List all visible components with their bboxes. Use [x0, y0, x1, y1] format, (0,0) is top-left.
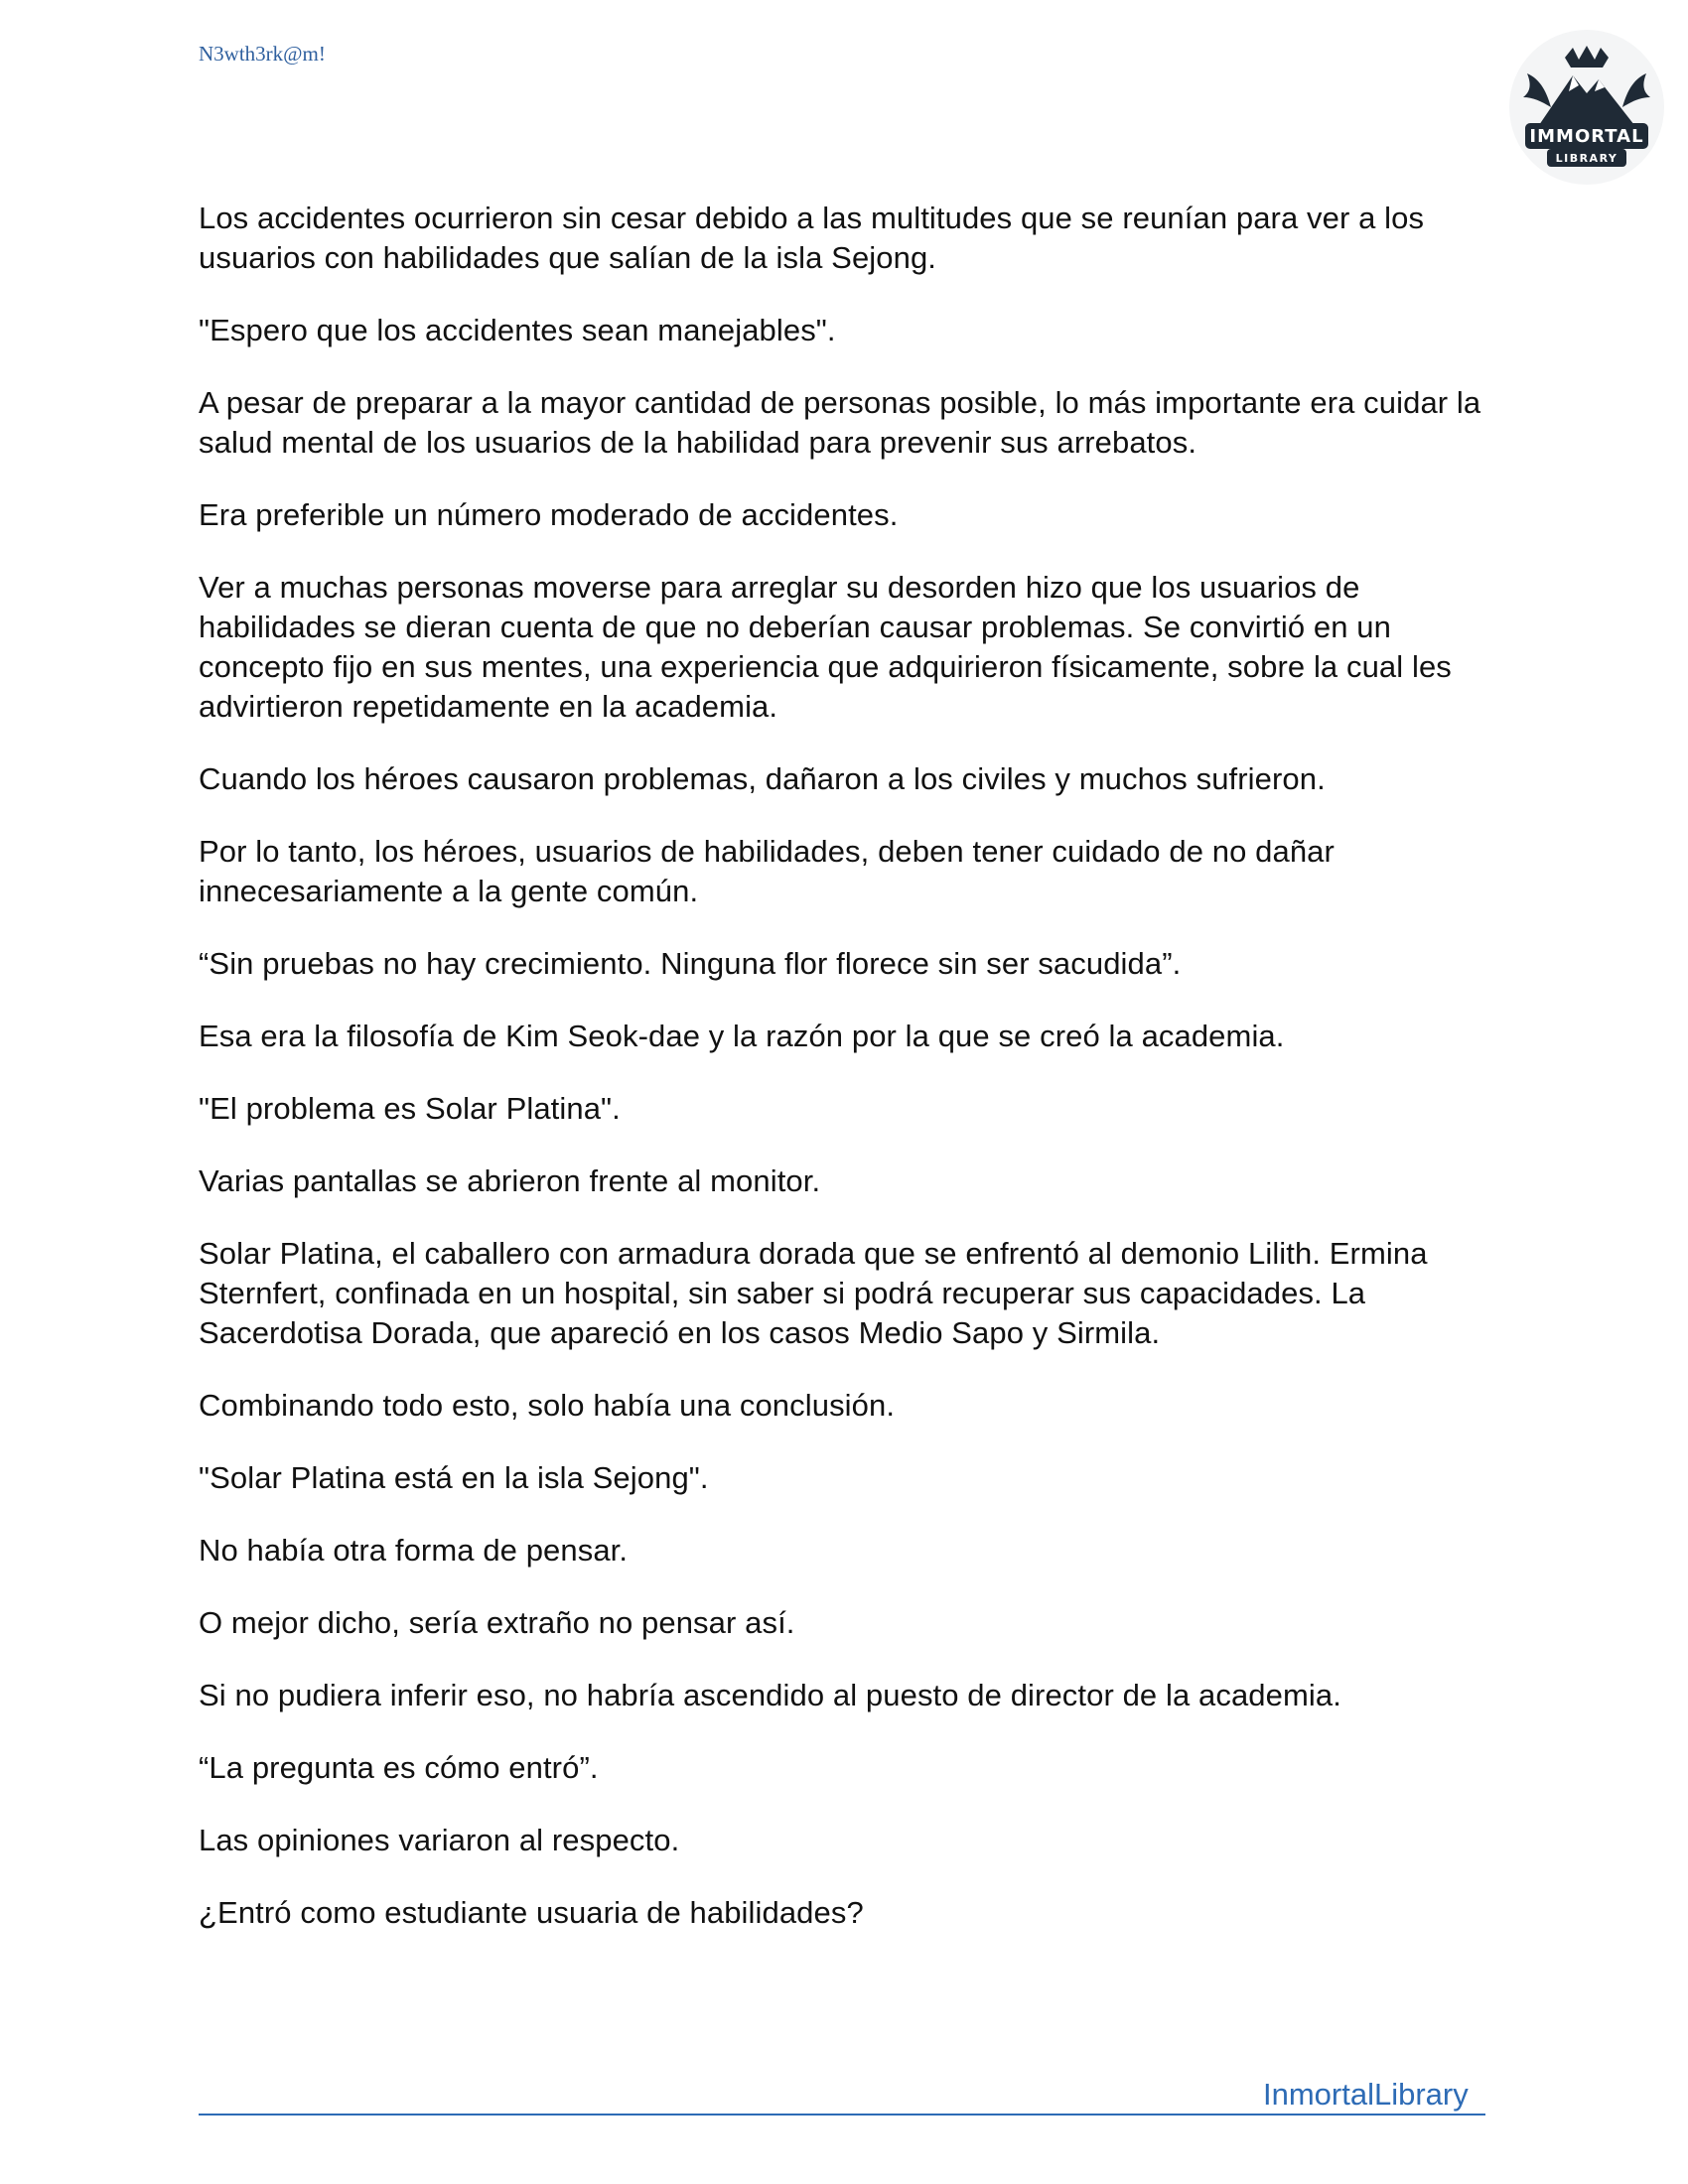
paragraph: A pesar de preparar a la mayor cantidad de personas posible, lo más importante era cuidar la salud mental de los usuarios de la habilidad para prevenir sus arrebatos. — [199, 385, 1481, 460]
paragraph: Era preferible un número moderado de accidentes. — [199, 497, 899, 532]
paragraph: "Espero que los accidentes sean manejables". — [199, 313, 836, 347]
paragraph: O mejor dicho, sería extraño no pensar así. — [199, 1605, 795, 1640]
paragraph: Los accidentes ocurrieron sin cesar debido a las multitudes que se reunían para ver a los usuarios con habilidades que salían de la isla Sejong. — [199, 201, 1425, 275]
immortal-library-logo-icon — [1507, 28, 1666, 187]
paragraph: Combinando todo esto, solo había una conclusión. — [199, 1388, 896, 1423]
logo-line2: LIBRARY — [1555, 152, 1618, 165]
paragraph: ¿Entró como estudiante usuaria de habilidades? — [199, 1895, 864, 1930]
footer-divider — [199, 2114, 1485, 2116]
paragraph: Cuando los héroes causaron problemas, dañaron a los civiles y muchos sufrieron. — [199, 761, 1326, 796]
paragraph: "Solar Platina está en la isla Sejong". — [199, 1460, 709, 1495]
paragraph: “La pregunta es cómo entró”. — [199, 1750, 599, 1785]
paragraph: Solar Platina, el caballero con armadura dorada que se enfrentó al demonio Lilith. Ermina Sternfert, confinada en un hospital, sin saber si podrá recuperar sus capacidades. La Sacerdotisa Dorada, que apareció en los casos Medio Sapo y Sirmila. — [199, 1236, 1428, 1350]
footer-link-inmortal-library[interactable]: InmortalLibrary — [1263, 2077, 1469, 2112]
header-tag: N3wth3rk@m! — [199, 42, 326, 66]
paragraph: "El problema es Solar Platina". — [199, 1091, 621, 1126]
paragraph: No había otra forma de pensar. — [199, 1533, 629, 1568]
body-text — [199, 199, 1489, 1966]
paragraph: Por lo tanto, los héroes, usuarios de habilidades, deben tener cuidado de no dañar innecesariamente a la gente común. — [199, 834, 1335, 908]
paragraph: Las opiniones variaron al respecto. — [199, 1823, 680, 1857]
paragraph: Si no pudiera inferir eso, no habría ascendido al puesto de director de la academia. — [199, 1678, 1341, 1712]
paragraph: Esa era la filosofía de Kim Seok-dae y la razón por la que se creó la academia. — [199, 1019, 1285, 1053]
paragraph: “Sin pruebas no hay crecimiento. Ninguna flor florece sin ser sacudida”. — [199, 946, 1182, 981]
immortal-library-logo — [1507, 28, 1666, 187]
paragraph: Ver a muchas personas moverse para arreglar su desorden hizo que los usuarios de habilidades se dieran cuenta de que no deberían causar problemas. Se convirtió en un concepto fijo en sus mentes, una experiencia que adquirieron físicamente, sobre la cual les advirtieron repetidamente en la academia. — [199, 570, 1452, 724]
logo-line1: IMMORTAL — [1529, 126, 1644, 147]
paragraph: Varias pantallas se abrieron frente al monitor. — [199, 1163, 821, 1198]
